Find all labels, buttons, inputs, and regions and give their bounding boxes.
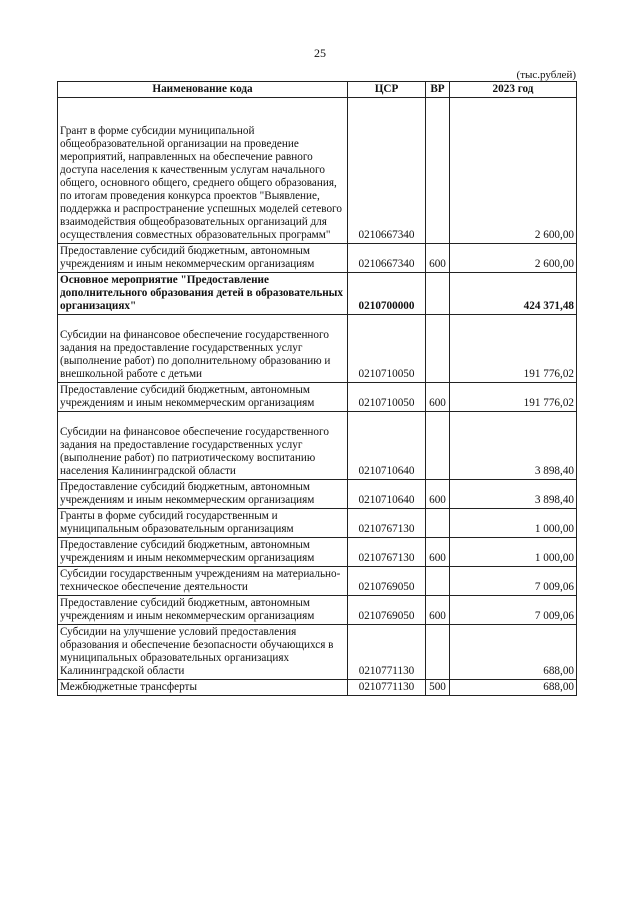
row-name: Предоставление субсидий бюджетным, автономным учреждениям и иным некоммерческим организациям	[58, 538, 348, 567]
row-csr: 0210667340	[348, 244, 426, 273]
row-amount: 191 776,02	[450, 383, 577, 412]
row-name: Субсидии государственным учреждениям на материально-техническое обеспечение деятельности	[58, 567, 348, 596]
units-label: (тыс.рублей)	[516, 69, 576, 81]
row-csr: 0210710640	[348, 412, 426, 480]
row-amount: 3 898,40	[450, 480, 577, 509]
row-amount: 688,00	[450, 680, 577, 696]
table-row	[58, 383, 577, 412]
row-amount: 3 898,40	[450, 412, 577, 480]
row-csr: 0210771130	[348, 625, 426, 680]
row-csr: 0210710050	[348, 383, 426, 412]
row-vr	[426, 98, 450, 244]
table-row	[58, 509, 577, 538]
table-row	[58, 244, 577, 273]
row-vr: 600	[426, 596, 450, 625]
row-name: Основное мероприятие "Предоставление дополнительного образования детей в образовательных организациях"	[58, 273, 348, 315]
row-name: Предоставление субсидий бюджетным, автономным учреждениям и иным некоммерческим организациям	[58, 596, 348, 625]
row-name: Предоставление субсидий бюджетным, автономным учреждениям и иным некоммерческим организациям	[58, 383, 348, 412]
header-year: 2023 год	[450, 82, 577, 98]
row-vr	[426, 509, 450, 538]
row-csr: 0210771130	[348, 680, 426, 696]
header-name: Наименование кода	[58, 82, 348, 98]
table-row	[58, 596, 577, 625]
table-row	[58, 98, 577, 244]
row-csr: 0210769050	[348, 596, 426, 625]
row-name: Предоставление субсидий бюджетным, автономным учреждениям и иным некоммерческим организациям	[58, 244, 348, 273]
row-amount: 1 000,00	[450, 509, 577, 538]
row-amount: 688,00	[450, 625, 577, 680]
row-name: Субсидии на финансовое обеспечение государственного задания на предоставление государственных услуг (выполнение работ) по дополнительному образованию и внешкольной работе с детьми	[60, 329, 331, 380]
table-row	[58, 480, 577, 509]
row-amount: 1 000,00	[450, 538, 577, 567]
row-vr: 600	[426, 244, 450, 273]
table-row	[58, 625, 577, 680]
row-amount: 7 009,06	[450, 596, 577, 625]
table-row	[58, 538, 577, 567]
header-vr: ВР	[426, 82, 450, 98]
row-name: Предоставление субсидий бюджетным, автономным учреждениям и иным некоммерческим организациям	[58, 480, 348, 509]
budget-table	[57, 81, 577, 696]
row-amount: 424 371,48	[450, 273, 577, 315]
row-vr	[426, 412, 450, 480]
row-csr: 0210710640	[348, 480, 426, 509]
row-csr: 0210767130	[348, 538, 426, 567]
row-vr	[426, 625, 450, 680]
row-name: Гранты в форме субсидий государственным и муниципальным образовательным организациям	[58, 509, 348, 538]
table-row	[58, 273, 577, 315]
row-vr	[426, 567, 450, 596]
row-vr: 600	[426, 383, 450, 412]
row-amount: 2 600,00	[450, 98, 577, 244]
row-name: Субсидии на финансовое обеспечение государственного задания на предоставление государственных услуг (выполнение работ) по патриотическому воспитанию населения Калининградской области	[60, 426, 329, 477]
row-csr: 0210700000	[348, 273, 426, 315]
page-number: 25	[314, 46, 326, 60]
header-csr: ЦСР	[348, 82, 426, 98]
row-vr: 600	[426, 480, 450, 509]
row-vr	[426, 273, 450, 315]
table-row	[58, 315, 577, 383]
row-amount: 2 600,00	[450, 244, 577, 273]
row-csr: 0210767130	[348, 509, 426, 538]
row-csr: 0210667340	[348, 98, 426, 244]
row-vr: 600	[426, 538, 450, 567]
row-amount: 7 009,06	[450, 567, 577, 596]
table-row	[58, 680, 577, 696]
row-vr	[426, 315, 450, 383]
row-csr: 0210710050	[348, 315, 426, 383]
table-row	[58, 567, 577, 596]
row-csr: 0210769050	[348, 567, 426, 596]
row-name: Субсидии на улучшение условий предоставления образования и обеспечение безопасности обучающихся в муниципальных образовательных организациях Калининградской области	[58, 625, 348, 680]
table-header-row	[58, 82, 577, 98]
row-name: Грант в форме субсидии муниципальной общеобразовательной организации на проведение мероприятий, направленных на обеспечение равного доступа населения к качественным услугам начального общего, основного общего, среднего общего образования, по итогам проведения конкурса проектов "Выявление, поддержка и распространение успешных моделей сетевого взаимодействия общеобразовательных организаций для осуществления совместных образовательных программ"	[60, 125, 342, 241]
row-amount: 191 776,02	[450, 315, 577, 383]
table-row	[58, 412, 577, 480]
row-name: Межбюджетные трансферты	[58, 680, 348, 696]
row-vr: 500	[426, 680, 450, 696]
